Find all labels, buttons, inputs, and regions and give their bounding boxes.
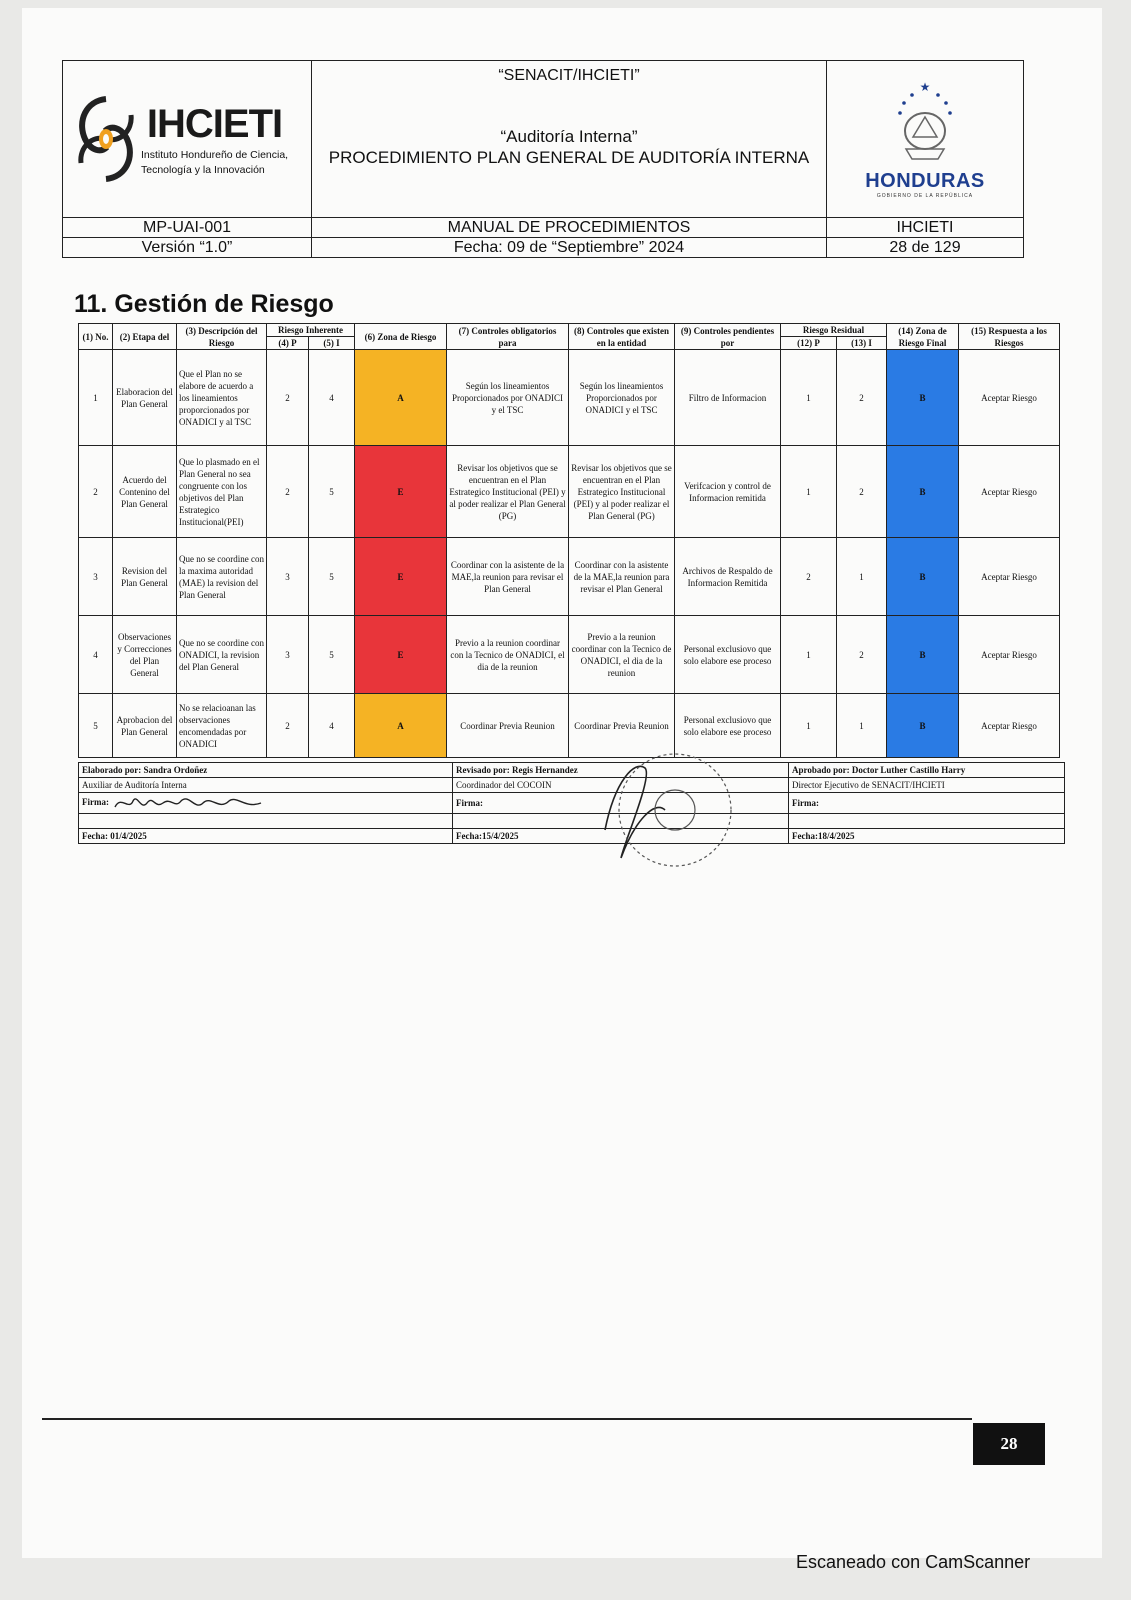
cell-existen: Coordinar Previa Reunion xyxy=(569,694,675,758)
header-zona: (6) Zona de Riesgo xyxy=(355,324,447,350)
cell-pendientes: Filtro de Informacion xyxy=(675,350,781,446)
cell-no: 5 xyxy=(79,694,113,758)
cell-etapa: Acuerdo del Contenino del Plan General xyxy=(113,446,177,538)
footer-divider xyxy=(42,1418,972,1420)
cell-i: 5 xyxy=(309,538,355,616)
scanner-watermark: Escaneado con CamScanner xyxy=(796,1552,1031,1572)
honduras-logo xyxy=(827,61,1024,218)
document-header xyxy=(62,60,1024,258)
logo-name: IHCIETI xyxy=(146,101,283,146)
header-residual: Riesgo Residual xyxy=(781,324,887,337)
table-row xyxy=(79,538,1060,616)
cell-i: 5 xyxy=(309,616,355,694)
procedure-title: PROCEDIMIENTO PLAN GENERAL DE AUDITORÍA INTERNA xyxy=(328,148,810,167)
cell-i13: 2 xyxy=(837,350,887,446)
header-p12: (12) P xyxy=(781,337,837,350)
cell-obligatorios: Según los lineamientos Proporcionados por ONADICI y el TSC xyxy=(447,350,569,446)
cell-p12: 1 xyxy=(781,446,837,538)
cell-obligatorios: Coordinar con la asistente de la MAE,la reunion para revisar el Plan General xyxy=(447,538,569,616)
page-number: 28 xyxy=(973,1423,1045,1465)
elaborado-cargo: Auxiliar de Auditoría Interna xyxy=(79,778,453,793)
firma-elaborado xyxy=(79,793,453,814)
cell-descripcion: Que no se coordine con la maxima autoridad (MAE) la revision del Plan General xyxy=(177,538,267,616)
cell-pendientes: Verifcacion y control de Informacion remitida xyxy=(675,446,781,538)
header-inherente: Riesgo Inherente xyxy=(267,324,355,337)
header-pendientes: (9) Controles pendientes por xyxy=(675,324,781,350)
cell-descripcion: Que lo plasmado en el Plan General no sea congruente con los objetivos del Plan Estrategico Institucional(PEI) xyxy=(177,446,267,538)
ihcieti-logo xyxy=(63,61,312,218)
firma-label: Firma: xyxy=(792,798,819,808)
header-existen: (8) Controles que existen en la entidad xyxy=(569,324,675,350)
cell-existen: Según los lineamientos Proporcionados por ONADICI y el TSC xyxy=(569,350,675,446)
cell-no: 2 xyxy=(79,446,113,538)
cell-zona-final: B xyxy=(887,350,959,446)
risk-table xyxy=(78,323,1060,758)
header-zona-final: (14) Zona de Riesgo Final xyxy=(887,324,959,350)
header-i13: (13) I xyxy=(837,337,887,350)
cell-zona: E xyxy=(355,616,447,694)
cell-no: 1 xyxy=(79,350,113,446)
cell-i: 5 xyxy=(309,446,355,538)
honduras-coat-of-arms-icon xyxy=(890,79,960,165)
aprobado-cargo: Director Ejecutivo de SENACIT/IHCIETI xyxy=(789,778,1065,793)
cell-respuesta: Aceptar Riesgo xyxy=(959,350,1060,446)
cell-zona: E xyxy=(355,538,447,616)
cell-respuesta: Aceptar Riesgo xyxy=(959,446,1060,538)
header-i: (5) I xyxy=(309,337,355,350)
cell-existen: Revisar los objetivos que se encuentran en el Plan Estrategico Institucional (PEI) y al poder realizar el Plan General (PG) xyxy=(569,446,675,538)
official-stamp xyxy=(575,740,745,870)
cell-descripcion: Que el Plan no se elabore de acuerdo a los lineamientos proporcionados por ONADICI y al TSC xyxy=(177,350,267,446)
cell-zona-final: B xyxy=(887,616,959,694)
cell-obligatorios: Revisar los objetivos que se encuentran en el Plan Estrategico Institucional (PEI) y al poder realizar el Plan General (PG) xyxy=(447,446,569,538)
cell-respuesta: Aceptar Riesgo xyxy=(959,616,1060,694)
cell-p12: 1 xyxy=(781,350,837,446)
cell-p: 2 xyxy=(267,694,309,758)
logo-subtitle-1: Instituto Hondureño de Ciencia, xyxy=(141,148,289,161)
ihcieti-emblem-icon xyxy=(71,91,141,187)
cell-i13: 1 xyxy=(837,694,887,758)
cell-etapa: Observaciones y Correcciones del Plan General xyxy=(113,616,177,694)
table-row xyxy=(79,446,1060,538)
org-name: “SENACIT/IHCIETI” xyxy=(498,67,640,84)
cell-existen: Coordinar con la asistente de la MAE,la reunion para revisar el Plan General xyxy=(569,538,675,616)
cell-existen: Previo a la reunion coordinar con la Tecnico de ONADICI, el dia de la reunion xyxy=(569,616,675,694)
entity-name: IHCIETI xyxy=(896,219,954,236)
country-name: HONDURAS xyxy=(865,170,985,192)
cell-obligatorios: Coordinar Previa Reunion xyxy=(447,694,569,758)
fecha-revisado: Fecha:15/4/2025 xyxy=(453,829,789,844)
cell-i13: 1 xyxy=(837,538,887,616)
version-value: Versión “1.0” xyxy=(63,237,311,257)
header-obligatorios: (7) Controles obligatorios para xyxy=(447,324,569,350)
logo-subtitle-2: Tecnología y la Innovación xyxy=(141,163,265,176)
svg-text:★: ★ xyxy=(919,80,931,94)
elaborado-por: Elaborado por: Sandra Ordoñez xyxy=(79,763,453,778)
table-row xyxy=(79,694,1060,758)
header-no: (1) No. xyxy=(79,324,113,350)
cell-pendientes: Archivos de Respaldo de Informacion Remitida xyxy=(675,538,781,616)
cell-no: 3 xyxy=(79,538,113,616)
country-subtitle: GOBIERNO DE LA REPÚBLICA xyxy=(876,193,974,199)
document-date: Fecha: 09 de “Septiembre” 2024 xyxy=(312,237,826,257)
cell-i13: 2 xyxy=(837,446,887,538)
cell-zona-final: B xyxy=(887,538,959,616)
cell-p12: 2 xyxy=(781,538,837,616)
cell-p12: 1 xyxy=(781,694,837,758)
firma-aprobado xyxy=(789,793,1065,814)
cell-etapa: Elaboracion del Plan General xyxy=(113,350,177,446)
aprobado-por: Aprobado por: Doctor Luther Castillo Harry xyxy=(789,763,1065,778)
fecha-elaborado: Fecha: 01/4/2025 xyxy=(79,829,453,844)
cell-descripcion: No se relacioanan las observaciones encomendadas por ONADICI xyxy=(177,694,267,758)
cell-pendientes: Personal exclusiovo que solo elabore ese proceso xyxy=(675,694,781,758)
manual-cell xyxy=(312,218,827,258)
header-etapa: (2) Etapa del xyxy=(113,324,177,350)
document-code xyxy=(63,218,312,258)
blank-cell xyxy=(789,814,1065,829)
manual-title: MANUAL DE PROCEDIMIENTOS xyxy=(447,219,691,236)
cell-p: 3 xyxy=(267,538,309,616)
cell-respuesta: Aceptar Riesgo xyxy=(959,538,1060,616)
cell-no: 4 xyxy=(79,616,113,694)
blank-cell xyxy=(79,814,453,829)
code-value: MP-UAI-001 xyxy=(142,219,232,236)
cell-zona: A xyxy=(355,694,447,758)
cell-p: 2 xyxy=(267,446,309,538)
revisado-cargo: Coordinador del COCOIN xyxy=(453,778,789,793)
entity-cell xyxy=(827,218,1024,258)
header-respuesta: (15) Respuesta a los Riesgos xyxy=(959,324,1060,350)
cell-etapa: Revision del Plan General xyxy=(113,538,177,616)
signature-table xyxy=(78,762,1065,844)
cell-i: 4 xyxy=(309,694,355,758)
cell-i13: 2 xyxy=(837,616,887,694)
header-descripcion: (3) Descripción del Riesgo xyxy=(177,324,267,350)
firma-label: Firma: xyxy=(82,797,109,808)
cell-i: 4 xyxy=(309,350,355,446)
cell-respuesta: Aceptar Riesgo xyxy=(959,694,1060,758)
cell-p: 3 xyxy=(267,616,309,694)
cell-descripcion: Que no se coordine con ONADICI, la revision del Plan General xyxy=(177,616,267,694)
firma-label: Firma: xyxy=(456,798,483,808)
cell-zona: A xyxy=(355,350,447,446)
section-title: 11. Gestión de Riesgo xyxy=(74,290,334,318)
header-p: (4) P xyxy=(267,337,309,350)
table-header-row xyxy=(79,324,1060,337)
table-row xyxy=(79,350,1060,446)
fecha-aprobado: Fecha:18/4/2025 xyxy=(789,829,1065,844)
cell-zona: E xyxy=(355,446,447,538)
cell-zona-final: B xyxy=(887,694,959,758)
document-title-cell xyxy=(312,61,827,218)
department-name: “Auditoría Interna” xyxy=(500,127,638,146)
cell-obligatorios: Previo a la reunion coordinar con la Tecnico de ONADICI, el dia de la reunion xyxy=(447,616,569,694)
cell-zona-final: B xyxy=(887,446,959,538)
cell-p: 2 xyxy=(267,350,309,446)
table-row xyxy=(79,616,1060,694)
handwritten-signature-1 xyxy=(111,793,271,813)
page-counter: 28 de 129 xyxy=(827,237,1023,257)
cell-p12: 1 xyxy=(781,616,837,694)
cell-etapa: Aprobacion del Plan General xyxy=(113,694,177,758)
revisado-por: Revisado por: Regis Hernandez xyxy=(453,763,789,778)
cell-pendientes: Personal exclusiovo que solo elabore ese proceso xyxy=(675,616,781,694)
